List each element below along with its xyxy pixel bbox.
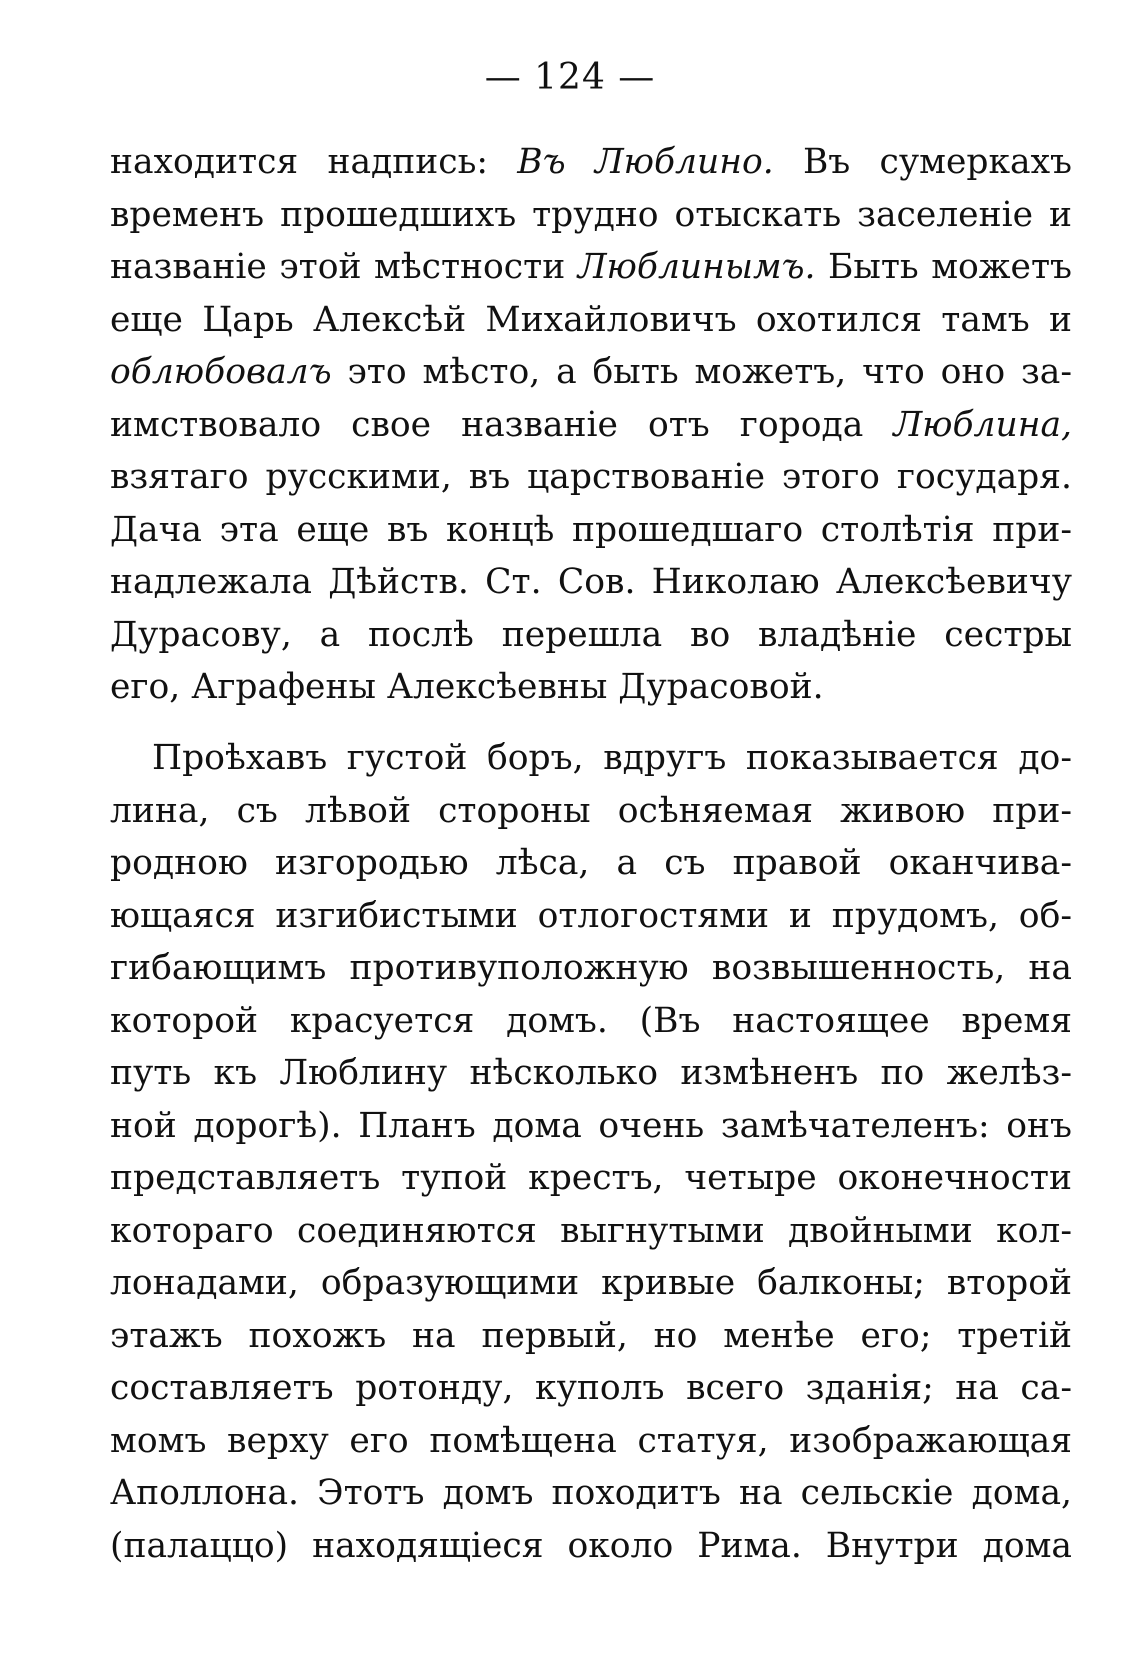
line-text: названіе этой мѣстности <box>110 247 578 287</box>
line-text: его, Аграфены Алексѣевны Дурасовой. <box>110 667 824 707</box>
line-text: (палаццо) находящіеся около Рима. Внутри дома <box>110 1525 1072 1566</box>
line-text: момъ верху его помѣщена статуя, изображающая <box>110 1420 1072 1461</box>
text-line <box>110 1520 1072 1573</box>
text-line <box>110 732 1072 785</box>
italic-text: Въ Люблино. <box>517 142 774 182</box>
text-line <box>110 1205 1072 1258</box>
text-line <box>110 504 1072 557</box>
line-text: находится надпись: <box>110 142 518 182</box>
line-text: Дурасову, а послѣ перешла во владѣніе сестры <box>110 614 1072 655</box>
line-text: Быть можетъ <box>815 247 1072 287</box>
italic-text: Люблинымъ. <box>577 247 816 287</box>
line-text: которой красуется домъ. (Въ настоящее время <box>110 1000 1072 1041</box>
line-text: имствовало свое названіе отъ города <box>110 404 894 445</box>
text-line <box>110 1100 1072 1153</box>
line-text: путь къ Люблину нѣсколько измѣненъ по желѣз- <box>110 1053 1072 1093</box>
page-number: — 124 — <box>484 57 656 98</box>
line-text: лина, съ лѣвой стороны осѣняемая живою при- <box>110 790 1072 831</box>
line-text: котораго соединяются выгнутыми двойными кол- <box>110 1210 1072 1251</box>
line-text: ной дорогѣ). Планъ дома очень замѣчателенъ: онъ <box>110 1105 1072 1146</box>
line-text: лонадами, образующими кривые балконы; второй <box>110 1263 1072 1303</box>
line-text: гибающимъ противуположную возвышенность, на <box>110 948 1072 988</box>
line-text: ющаяся изгибистыми отлогостями и прудомъ, об- <box>110 895 1072 936</box>
text-line <box>110 399 1072 452</box>
text-line <box>110 942 1072 995</box>
line-text: родною изгородью лѣса, а съ правой оканчива- <box>110 843 1072 883</box>
text-line <box>110 189 1072 242</box>
text-line <box>110 294 1072 347</box>
line-text: Аполлона. Этотъ домъ походитъ на сельскіе дома, <box>110 1473 1072 1513</box>
italic-text: облюбовалъ <box>110 352 332 392</box>
line-text: это мѣсто, а быть можетъ, что оно за- <box>331 352 1072 392</box>
line-text: взятаго русскими, въ царствованіе этого государя. <box>110 457 1072 497</box>
text-line <box>110 136 1072 189</box>
text-line <box>110 1152 1072 1205</box>
line-text: Въ сумеркахъ <box>773 142 1073 182</box>
text-line <box>110 890 1072 943</box>
line-text: еще Царь Алексѣй Михайловичъ охотился тамъ и <box>110 299 1072 340</box>
line-text: временъ прошедшихъ трудно отыскать заселеніе и <box>110 194 1072 235</box>
line-text: Проѣхавъ густой боръ, вдругъ показывается до- <box>152 738 1072 778</box>
text-line <box>110 241 1072 294</box>
text-line <box>110 1257 1072 1310</box>
text-line <box>110 346 1072 399</box>
paragraph-2 <box>110 732 1072 1572</box>
text-line <box>110 785 1072 838</box>
text-line <box>110 837 1072 890</box>
text-line <box>110 1415 1072 1468</box>
text-line <box>110 556 1072 609</box>
line-text: Дача эта еще въ концѣ прошедшаго столѣтія при- <box>110 509 1072 550</box>
line-text: составляетъ ротонду, куполъ всего зданія; на са- <box>110 1368 1072 1408</box>
text-line <box>110 995 1072 1048</box>
text-line <box>110 451 1072 504</box>
text-line <box>110 1362 1072 1415</box>
line-text: представляетъ тупой крестъ, четыре оконечности <box>110 1158 1072 1198</box>
line-text: надлежала Дѣйств. Ст. Сов. Николаю Алексѣевичу <box>110 562 1072 602</box>
text-line <box>110 1310 1072 1363</box>
text-line <box>110 1467 1072 1520</box>
paragraph-1 <box>110 136 1072 714</box>
text-line <box>110 661 1072 714</box>
text-line <box>110 609 1072 662</box>
text-line <box>110 1047 1072 1100</box>
line-text: этажъ похожъ на первый, но менѣе его; третій <box>110 1315 1072 1356</box>
italic-text: Люблина, <box>893 404 1072 445</box>
